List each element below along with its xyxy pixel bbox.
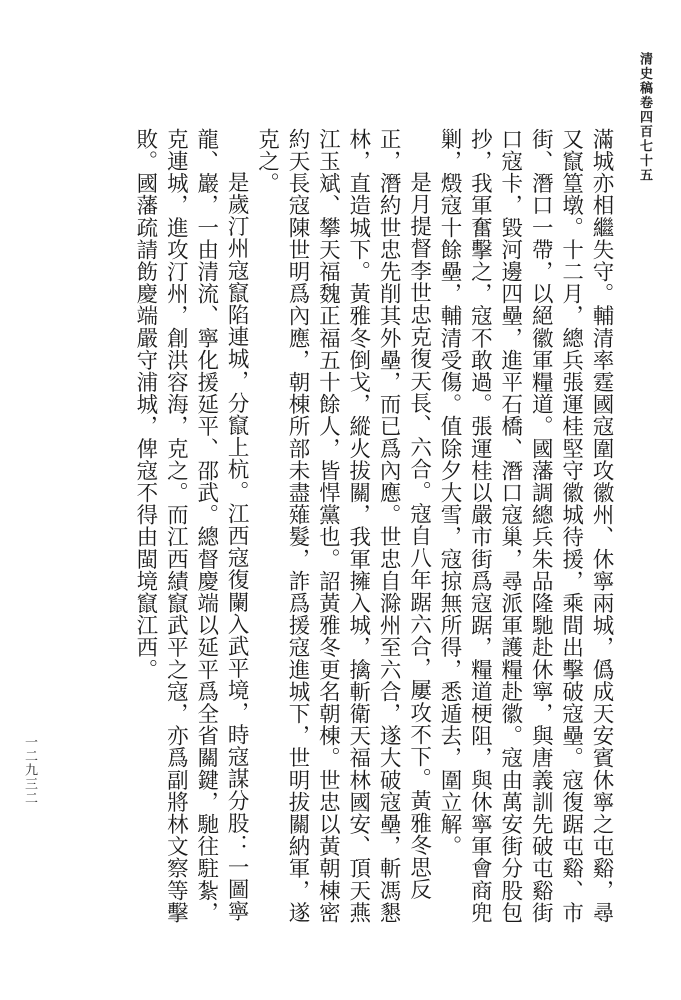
paragraph: 是歲汀州寇竄陷連城，分竄上杭。江西寇復闌入武平境，時寇謀分股：一圖寧龍、巖，一由清流、寧化援延平、邵武。總督慶端以延平爲全省關鍵，馳往駐紮，克連城，進攻汀州，創洪容海，克之。而江西績竄武平之寇，亦爲副將林文察等擊敗。國藩疏請飭慶端嚴守浦城，俾寇不得由閩境竄江西。 [132, 128, 250, 924]
paragraph: 是月提督李世忠克復天長、六合。寇自八年踞六合，屢攻不下。黃雅冬思反正，潛約世忠先削其外壘，而已爲內應。世忠自滁州至六合，遂大破寇壘，斬馮懇林，直造城下。黃雅冬倒戈，縱火拔關，我軍擁入城，擒斬衛天福林國安、頂天燕江玉斌、攀天福魏正福五十餘人，皆悍黨也。詔黃雅冬更名朝棟。世忠以黃朝棟密約天長寇陳世明爲內應，朝棟所部未盡薙髮，詐爲援寇進城下，世明拔關納軍，遂克之。 [254, 128, 432, 924]
paragraph: 滿城亦相繼失守。輔清率霆國寇圍攻徽州、休寧兩城，僞成天安賓休寧之屯谿，尋又竄篁墩。十二月，總兵張運桂堅守徽城待援，乘間出擊破寇壘。寇復踞屯谿、市街、潛口一帶，以絕徽軍糧道。國藩調總兵朱品隆馳赴休寧，與唐義訓先破屯谿街口寇卡，毀河邊四壘，進平石橋、潛口寇巢，尋派軍護糧赴徽。寇由萬安街分股包抄，我軍奮擊之，寇不敢過。張運桂以嚴市街爲寇踞，糧道梗阻，與休寧軍會商兜剿，燬寇十餘壘，輔清受傷。值除夕大雪，寇掠無所得，悉遁去，圍立解。 [436, 128, 614, 924]
running-header: 清史稿卷四百七十五 [637, 52, 652, 183]
body-text [50, 128, 616, 936]
page-number: 一二九三二 [22, 735, 37, 805]
